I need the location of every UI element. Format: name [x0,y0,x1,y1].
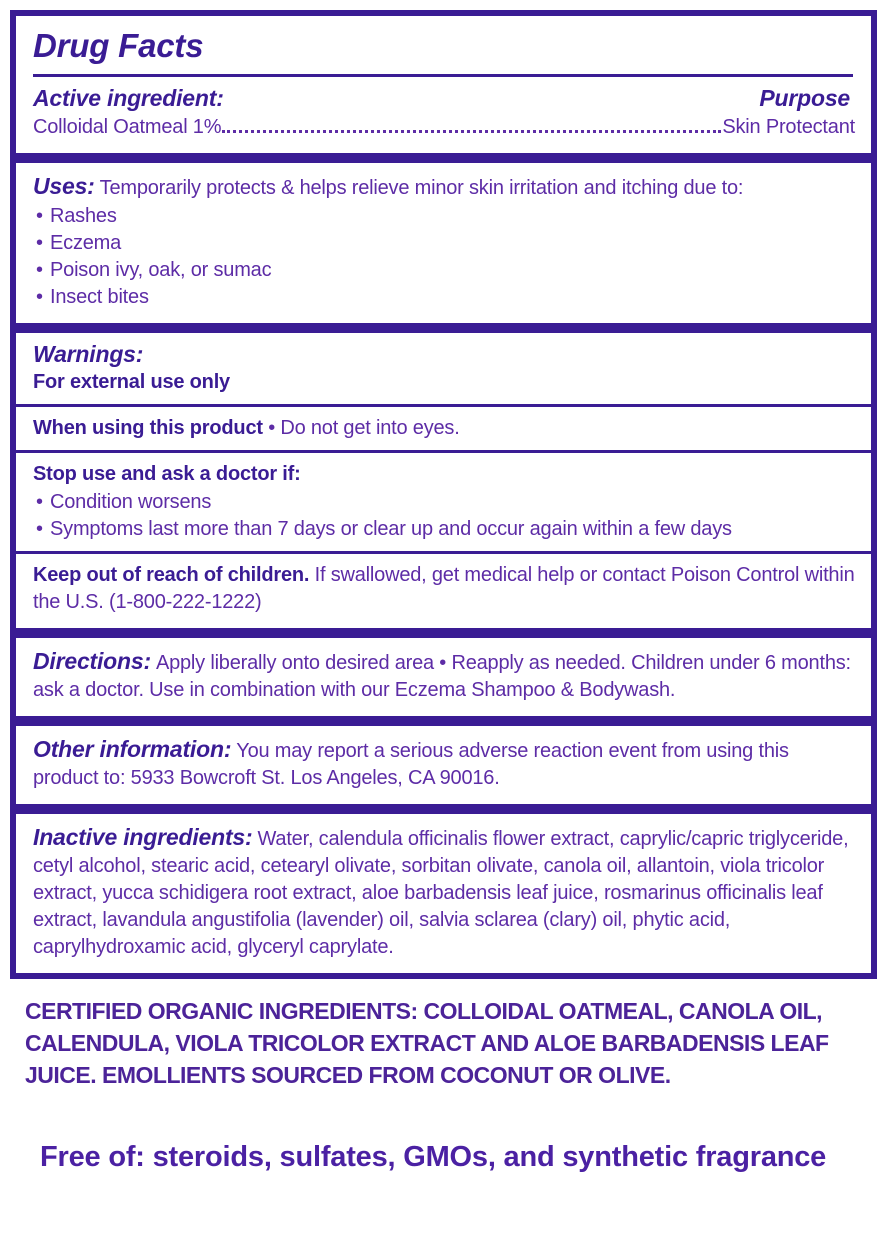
warnings-heading: Warnings: [33,341,144,367]
other-information-paragraph [33,736,855,792]
uses-bullet: • Rashes [33,203,855,230]
inactive-ingredients-text: Water, calendula officinalis flower extract, caprylic/capric triglyceride, cetyl alcohol, stearic acid, cetearyl olivate, sorbitan olivate, canola oil, allantoin, viola tricolor extract, yucca schidigera root extract, aloe barbadensis leaf juice, rosmarinus officinalis leaf extract, lavandula angustifolia (lavender) oil, salvia sclarea (clary) oil, phytic acid, caprylhydroxamic acid, glyceryl caprylate. [33,828,849,958]
uses-bullet: • Insect bites [33,284,855,311]
warnings-divider [16,404,871,407]
inactive-ingredients-paragraph [33,824,855,961]
section-other-information [10,720,877,810]
uses-bullet: • Eczema [33,230,855,257]
when-using-paragraph [33,415,855,442]
when-using-text: • Do not get into eyes. [268,417,460,439]
purpose-value: Skin Protectant [722,116,855,138]
warnings-divider [16,450,871,453]
active-ingredient-header-row [33,85,855,112]
directions-paragraph [33,648,855,704]
stop-use-heading: Stop use and ask a doctor if: [33,463,301,485]
other-information-text: You may report a serious adverse reaction event from using this product to: 5933 Bowcroft St. Los Angeles, CA 90016. [33,740,789,789]
keep-out-heading: Keep out of reach of children. [33,564,310,586]
stop-use-bullet-list [33,489,855,543]
directions-heading: Directions: [33,648,151,674]
section-uses [10,157,877,329]
section-directions [10,632,877,722]
when-using-heading: When using this product [33,417,263,439]
active-ingredient-name: Colloidal Oatmeal 1% [33,116,222,138]
dotted-leader [222,130,721,133]
inactive-ingredients-heading: Inactive ingredients: [33,824,253,850]
keep-out-text: If swallowed, get medical help or contact Poison Control within the U.S. (1-800-222-1222) [33,564,855,613]
certified-organic-text: CERTIFIED ORGANIC INGREDIENTS: COLLOIDAL OATMEAL, CANOLA OIL, CALENDULA, VIOLA TRICOLOR EXTRACT AND ALOE BARBADENSIS LEAF JUICE. EMOLLIENTS SOURCED FROM COCONUT OR OLIVE. [25,998,829,1088]
uses-bullet: • Poison ivy, oak, or sumac [33,257,855,284]
keep-out-paragraph [33,562,855,616]
drug-facts-title: Drug Facts [33,27,204,64]
active-ingredient-row [33,114,855,141]
external-use-text: For external use only [33,371,230,393]
uses-intro: Temporarily protects & helps relieve minor skin irritation and itching due to: [99,177,744,199]
stop-use-bullet: • Condition worsens [33,489,855,516]
purpose-heading: Purpose [759,85,850,111]
warnings-divider [16,551,871,554]
section-header [10,10,877,159]
uses-bullet-list [33,203,855,311]
title-divider [33,74,853,77]
section-warnings [10,327,877,634]
free-of-text: Free of: steroids, sulfates, GMOs, and synthetic fragrance [40,1141,827,1173]
other-information-heading: Other information: [33,736,232,762]
stop-use-bullet: • Symptoms last more than 7 days or clear up and occur again within a few days [33,516,855,543]
active-ingredient-heading: Active ingredient: [33,85,224,111]
uses-heading: Uses: [33,173,95,199]
directions-text: Apply liberally onto desired area • Reapply as needed. Children under 6 months: ask a doctor. Use in combination with our Eczema Shampoo & Bodywash. [33,652,851,701]
section-inactive-ingredients [10,808,877,979]
uses-paragraph [33,173,855,202]
